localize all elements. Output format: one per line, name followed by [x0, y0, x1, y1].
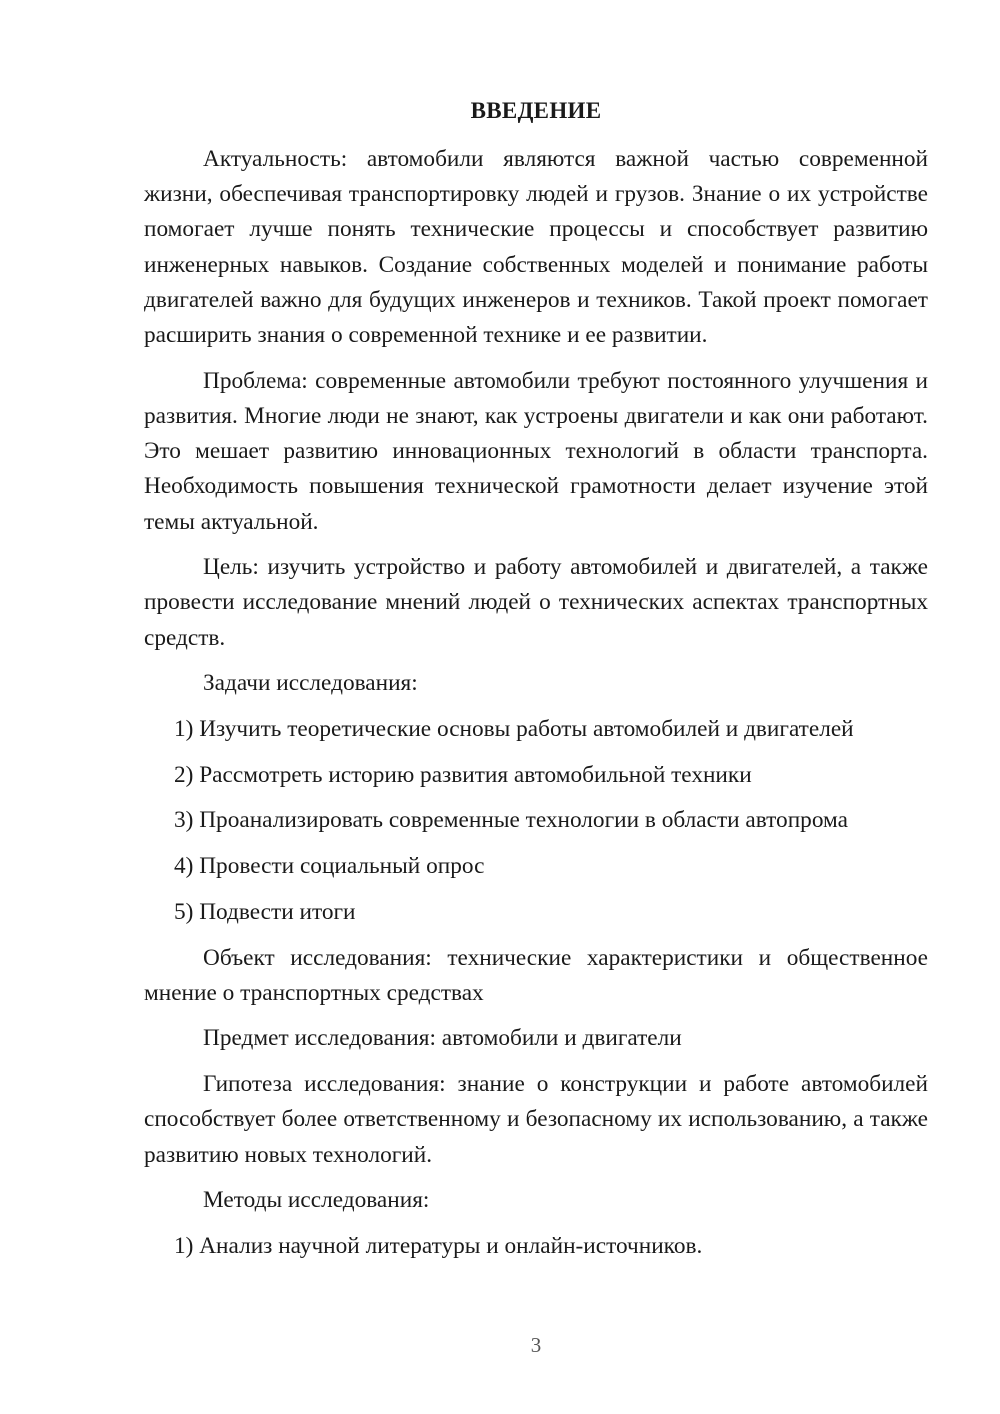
goal-paragraph: Цель: изучить устройство и работу автомобилей и двигателей, а также провести исследование мнений людей о технических аспектах транспортных средств. — [144, 554, 928, 651]
page-number: 3 — [530, 1333, 542, 1357]
hypothesis-paragraph: Гипотеза исследования: знание о конструкции и работе автомобилей способствует более ответственному и безопасному их использованию, а также развитию новых технологий. — [144, 1071, 928, 1168]
tasks-heading: Задачи исследования: — [203, 670, 418, 697]
list-item: 4) Провести социальный опрос — [174, 853, 485, 880]
tasks-list — [144, 712, 928, 930]
problem-paragraph: Проблема: современные автомобили требуют постоянного улучшения и развития. Многие люди не знают, как устроены двигатели и как они работают. Это мешает развитию инновационных технологий в области транспорта. Необходимость повышения технической грамотности делает изучение этой темы актуальной. — [144, 367, 928, 535]
body-text — [144, 142, 928, 1275]
list-item: 2) Рассмотреть историю развития автомобильной техники — [174, 761, 752, 788]
page-title: ВВЕДЕНИЕ — [470, 98, 602, 123]
list-item: 1) Анализ научной литературы и онлайн-источников. — [174, 1232, 703, 1259]
methods-list — [144, 1229, 928, 1264]
subject-paragraph: Предмет исследования: автомобили и двигатели — [203, 1025, 682, 1052]
list-item: 1) Изучить теоретические основы работы автомобилей и двигателей — [174, 716, 854, 743]
object-paragraph: Объект исследования: технические характеристики и общественное мнение о транспортных средствах — [144, 944, 928, 1006]
relevance-paragraph: Актуальность: автомобили являются важной частью современной жизни, обеспечивая транспортировку людей и грузов. Знание о их устройстве помогает лучше понять технические процессы и способствует развитию инженерных навыков. Создание собственных моделей и понимание работы двигателей важно для будущих инженеров и техников. Такой проект помогает расширить знания о современной технике и ее развитии. — [144, 146, 928, 349]
methods-heading: Методы исследования: — [203, 1187, 430, 1214]
list-item: 3) Проанализировать современные технологии в области автопрома — [174, 807, 848, 834]
list-item: 5) Подвести итоги — [174, 898, 356, 925]
